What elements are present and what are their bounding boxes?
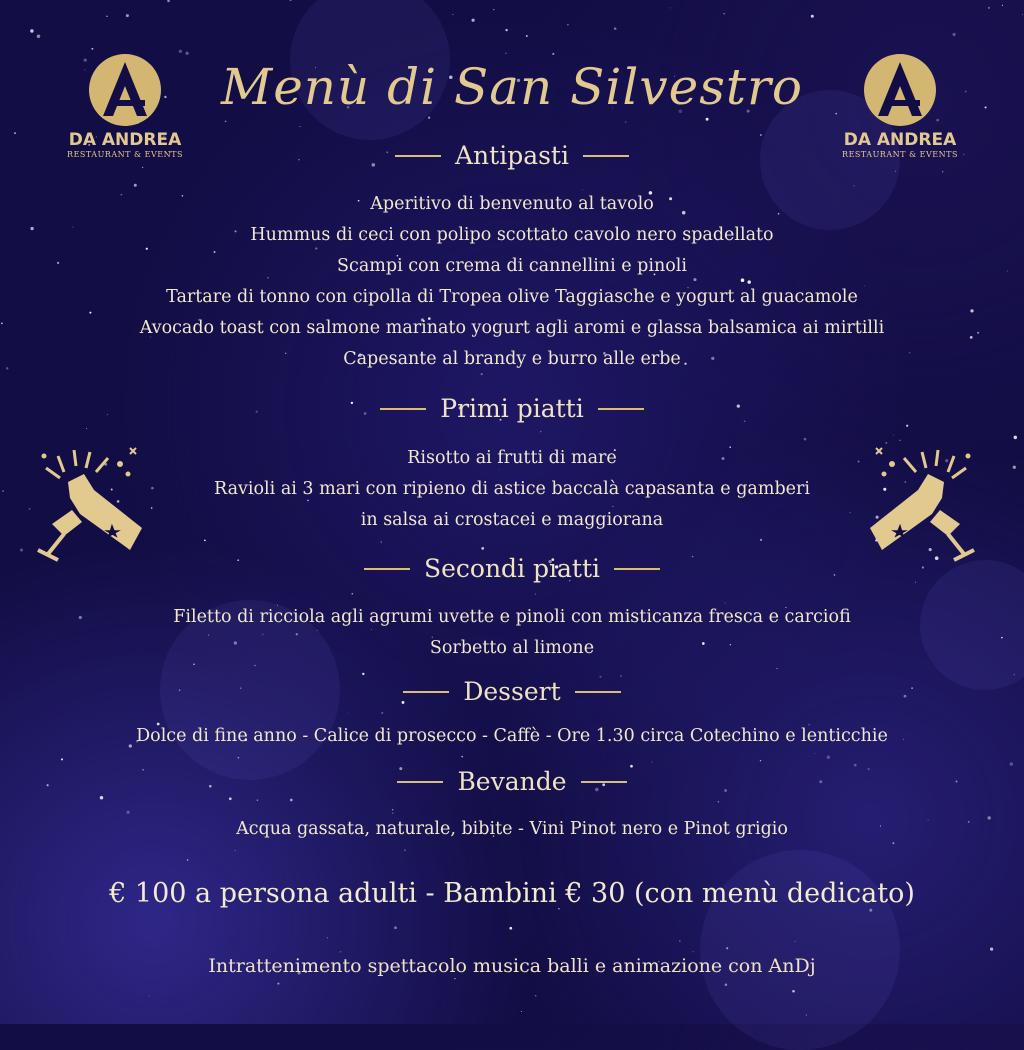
star [394,926,397,929]
divider-rule [614,568,660,570]
logo-subtitle: RESTAURANT & EVENTS [67,150,183,159]
menu-item: Ravioli ai 3 mari con ripieno di astice baccalà capasanta e gamberi [214,479,810,499]
menu-item: in salsa ai crostacei e maggiorana [360,510,664,530]
star [472,19,475,22]
star [893,435,894,436]
champagne-toast-icon [24,438,154,568]
menu-item: Aperitivo di benvenuto al tavolo [370,194,654,214]
section-heading-dessert [0,675,1024,709]
section-heading-bevande [0,765,1024,799]
champagne-toast-icon [858,438,988,568]
star [535,995,537,997]
star [187,859,189,861]
star [106,16,107,17]
star [204,540,206,542]
star [1014,436,1017,439]
star [567,24,569,26]
menu-item: Acqua gassata, naturale, bibite - Vini Pinot nero e Pinot grigio [236,819,788,839]
price-line: € 100 a persona adulti - Bambini € 30 (con menù dedicato) [109,878,915,909]
star [806,1015,807,1016]
section-heading-primi [0,392,1024,426]
star [651,762,652,763]
star [777,668,778,669]
star [1002,5,1003,6]
menu-item: Sorbetto al limone [429,638,595,658]
menu-item: Dolce di fine anno - Calice di prosecco - Caffè - Ore 1.30 circa Cotechino e lenticchie [136,726,888,746]
section-heading-label: Bevande [457,767,567,796]
star [509,927,512,930]
star [348,713,349,714]
section-heading-label: Secondi piatti [423,554,600,583]
star [953,33,956,36]
logo-subtitle: RESTAURANT & EVENTS [842,150,958,159]
star [1022,14,1023,15]
star [257,799,259,801]
section-items-antipasti [0,189,1024,375]
menu-item: Risotto ai frutti di mare [407,448,617,468]
menu-item: Tartare di tonno con cipolla di Tropea olive Taggiasche e yogurt al guacamole [166,287,858,307]
star [392,809,393,810]
menu-item: Filetto di ricciola agli agrumi uvette e pinoli con misticanza fresca e carciofi [173,607,851,627]
star [461,756,463,758]
letter-a-emblem-icon [862,52,938,128]
logo-name: DA ANDREA [68,130,182,150]
star [723,13,724,14]
footer-entertainment: Intrattenimento spettacolo musica balli e animazione con AnDj [208,955,816,977]
star [988,7,990,9]
divider-rule [397,781,443,783]
star [526,35,528,37]
logo-name: DA ANDREA [843,130,957,150]
divider-rule [364,568,410,570]
star [37,35,41,39]
star [760,760,761,761]
section-heading-antipasti [0,139,1024,173]
star [235,850,236,851]
star [380,541,382,543]
star [540,431,541,432]
divider-rule [583,155,629,157]
star [521,1011,522,1012]
star [14,132,16,134]
star [381,712,383,714]
star [481,547,484,550]
star [61,758,63,760]
star [351,593,353,595]
menu-item: Capesante al brandy e burro alle erbe [343,349,681,369]
section-heading-label: Antipasti [455,141,569,170]
star [815,753,816,754]
section-heading-label: Primi piatti [440,394,584,423]
star [792,990,795,993]
star [91,48,93,50]
divider-rule [581,781,627,783]
star [804,438,807,441]
divider-rule [380,408,426,410]
divider-rule [403,691,449,693]
star [614,27,617,30]
star [493,9,494,10]
menu-item: Scampi con crema di cannellini e pinoli [337,256,687,276]
star [290,0,292,1]
menu-item: Avocado toast con salmone marinato yogurt agli aromi e glassa balsamica ai mirtilli [139,318,885,338]
star [827,756,830,759]
star [452,14,453,15]
star [30,29,33,32]
divider-rule [598,408,644,410]
star [126,14,129,17]
star [535,594,536,595]
section-heading-label: Dessert [463,677,561,706]
star [760,539,762,541]
star [290,799,293,802]
star [299,126,300,127]
star [670,7,671,8]
star [718,801,719,802]
star [853,185,854,186]
page-title: Menù di San Silvestro [221,58,803,116]
star [134,184,137,187]
divider-rule [575,691,621,693]
star [167,0,170,2]
star [760,134,762,136]
star [795,941,796,942]
section-items-dessert [0,721,1024,752]
star [149,995,150,996]
menu-item: Hummus di ceci con polipo scottato cavolo nero spadellato [250,225,774,245]
star [679,941,680,942]
star [505,29,507,31]
star [811,15,814,18]
star [254,665,255,666]
section-items-bevande [0,814,1024,845]
divider-rule [395,155,441,157]
star [86,428,87,429]
star [404,850,405,851]
section-items-secondi [0,602,1024,664]
star [327,937,328,938]
star [238,757,240,759]
